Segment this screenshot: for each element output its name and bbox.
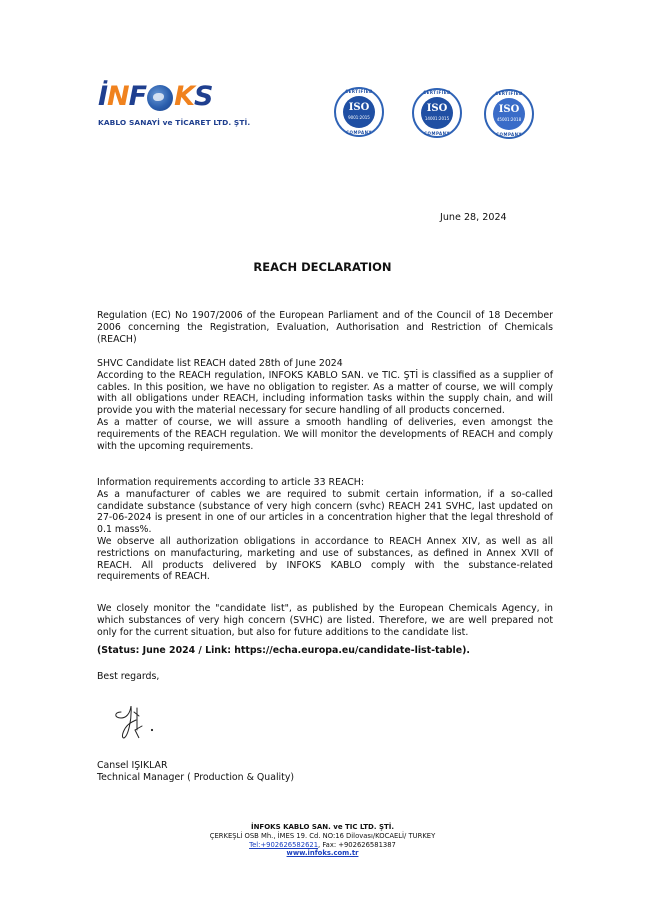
- badge-seal: [343, 96, 375, 128]
- regulation-paragraph: [97, 310, 553, 345]
- letter-date: June 28, 2024: [440, 212, 507, 223]
- badge-mark: ISO: [498, 104, 520, 115]
- footer-address: ÇERKEŞLİ OSB Mh., İMES 19. Cd. NO:16 Dilovası/KOCAELİ/ TURKEY: [209, 831, 436, 840]
- globe-icon: [147, 85, 173, 111]
- badge-standard: 9001:2015: [348, 115, 370, 120]
- logo-letter-s: S: [194, 81, 213, 112]
- badge-standard: 45001:2018: [496, 117, 522, 122]
- monitor-text: We closely monitor the "candidate list", as published by the European Chemicals Agency, in which substances of very high concern (SVHC) are listed. Therefore, we are well prepared not only for the current situation, but also for future additions to the candidate list.: [97, 603, 553, 638]
- logo-wordmark: [98, 82, 213, 112]
- monitor-paragraph: [97, 603, 553, 638]
- letter-footer: [0, 823, 645, 858]
- signer-name: Cansel IŞIKLAR: [97, 760, 168, 771]
- information-requirements-section: [97, 477, 553, 583]
- iso-45001-badge: [484, 89, 534, 139]
- candidate-list-line: SHVC Candidate list REACH dated 28th of June 2024: [97, 358, 343, 369]
- badge-seal: [421, 97, 453, 129]
- badge-top-text: CERTIFIED: [495, 91, 523, 96]
- candidate-list-section: [97, 358, 553, 452]
- signature-image: [112, 700, 162, 745]
- badge-bottom-text: COMPANY: [496, 132, 522, 137]
- manufacturer-paragraph: As a manufacturer of cables we are required to submit certain information, if a so-called candidate substance (substance of very high concern (svhc) REACH 241 SVHC, last updated on 27-06-2024 is present in one of our articles in a concentration higher that the legal threshold of 0.1 mass%.: [97, 488, 553, 536]
- logo-letter-k: K: [174, 81, 195, 112]
- footer-company: İNFOKS KABLO SAN. ve TIC LTD. ŞTİ.: [250, 823, 395, 831]
- badge-mark: ISO: [426, 103, 448, 114]
- badge-seal: [493, 98, 525, 130]
- phone-link[interactable]: Tel:+902626582621: [249, 840, 319, 849]
- smooth-handling-paragraph: As a matter of course, we will assure a smooth handling of deliveries, even amongst the requirements of the REACH regulation. We will monitor the developments of REACH and comply with the upcoming requirements.: [97, 416, 553, 452]
- signer-block: [97, 760, 294, 784]
- badge-top-text: CERTIFIED: [345, 89, 373, 94]
- fax-number: , Fax: +902626581387: [318, 840, 396, 849]
- status-link-line: (Status: June 2024 / Link: https://echa.europa.eu/candidate-list-table).: [97, 645, 470, 656]
- footer-contact: [0, 841, 645, 850]
- document-title: REACH DECLARATION: [253, 260, 392, 274]
- company-logo: [98, 81, 251, 132]
- regulation-text: Regulation (EC) No 1907/2006 of the European Parliament and of the Council of 18 December 2006 concerning the Registration, Evaluation, Authorisation and Restriction of Chemicals (REACH): [97, 310, 553, 345]
- observe-paragraph: We observe all authorization obligations in accordance to REACH Annex XIV, as well as all restrictions on manufacturing, marketing and use of substances, as defined in Annex XVII of REACH. All products delivered by INFOKS KABLO comply with the substance-related requirements of REACH.: [97, 535, 553, 583]
- signer-title: Technical Manager ( Production & Quality): [97, 772, 295, 783]
- iso-14001-badge: [412, 88, 462, 138]
- badge-top-text: CERTIFIED: [423, 90, 451, 95]
- website-link[interactable]: www.infoks.com.tr: [286, 849, 359, 858]
- according-paragraph: According to the REACH regulation, INFOKS KABLO SAN. ve TIC. ŞTİ is classified as a supplier of cables. In this position, we have no obligation to register. As a matter of course, we will comply with all obligations under REACH, including information tasks within the supply chain, and will provide you with the material necessary for secure handling of all products concerned.: [97, 369, 553, 417]
- logo-letter-f: F: [128, 81, 147, 112]
- logo-letter-n: N: [107, 81, 129, 112]
- badge-bottom-text: COMPANY: [346, 130, 372, 135]
- logo-letter-i: İ: [98, 81, 108, 112]
- badge-standard: 14001:2015: [424, 116, 450, 121]
- iso-9001-badge: [334, 87, 384, 137]
- badge-bottom-text: COMPANY: [424, 131, 450, 136]
- badge-mark: ISO: [348, 102, 370, 113]
- logo-subtitle: KABLO SANAYİ ve TİCARET LTD. ŞTİ.: [98, 118, 251, 127]
- closing-regards: Best regards,: [97, 671, 160, 682]
- info-requirements-heading: Information requirements according to article 33 REACH:: [97, 477, 364, 488]
